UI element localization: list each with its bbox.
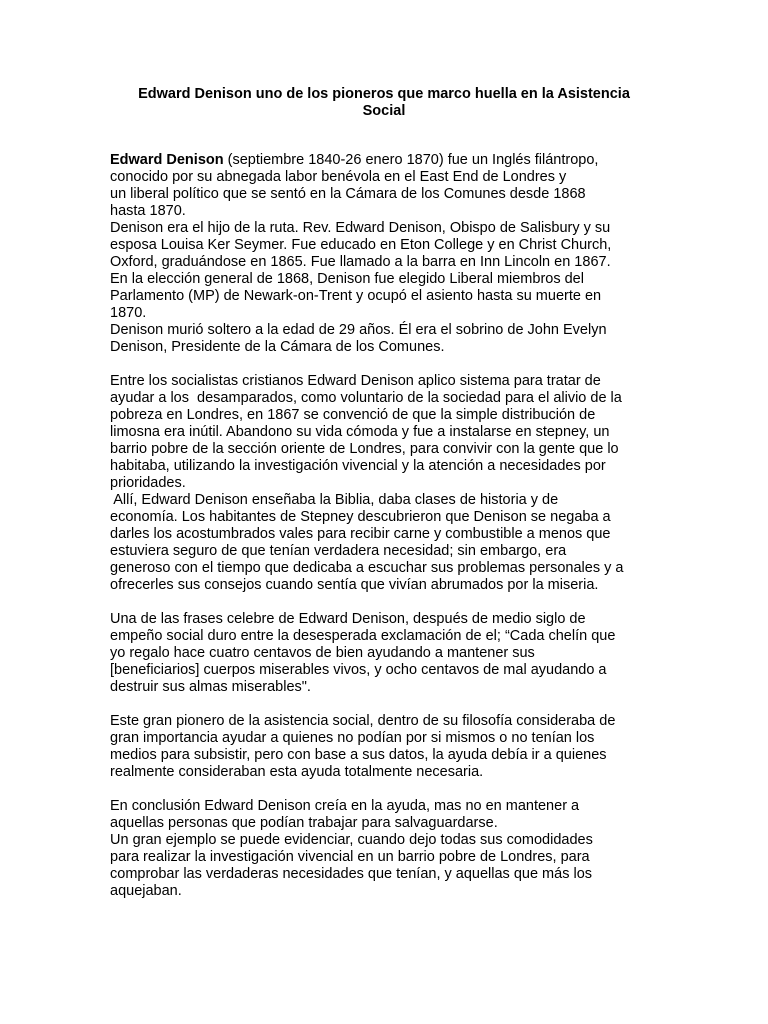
document-body <box>110 152 665 900</box>
paragraph-line: un liberal político que se sentó en la Cámara de los Comunes desde 1868 <box>110 186 586 202</box>
paragraph-line: habitaba, utilizando la investigación vivencial y la atención a necesidades por <box>110 458 606 474</box>
paragraph-line: Denison, Presidente de la Cámara de los Comunes. <box>110 339 445 355</box>
title-line: Social <box>362 103 406 119</box>
paragraph-line: empeño social duro entre la desesperada exclamación de el; “Cada chelín que <box>110 628 616 644</box>
paragraph-biography <box>110 152 665 356</box>
paragraph-line: pobreza en Londres, en 1867 se convenció de que la simple distribución de <box>110 407 596 423</box>
paragraph-line: darles los acostumbrados vales para recibir carne y combustible a menos que <box>110 526 611 542</box>
paragraph-line: comprobar las verdaderas necesidades que tenían, y aquellas que más los <box>110 866 593 882</box>
paragraph-line: yo regalo hace cuatro centavos de bien ayudando a mantener sus <box>110 645 535 661</box>
paragraph-line: prioridades. <box>110 475 186 491</box>
paragraph-stepney <box>110 373 665 594</box>
subject-name: Edward Denison <box>110 152 224 168</box>
paragraph-line: aquejaban. <box>110 883 182 899</box>
paragraph-line: gran importancia ayudar a quienes no podían por si mismos o no tenían los <box>110 730 595 746</box>
paragraph-spacer <box>110 781 665 798</box>
paragraph-line: ayudar a los desamparados, como voluntario de la sociedad para el alivio de la <box>110 390 622 406</box>
paragraph-line: Entre los socialistas cristianos Edward Denison aplico sistema para tratar de <box>110 373 601 389</box>
intro-text: (septiembre 1840-26 enero 1870) fue un Inglés filántropo, <box>223 152 599 168</box>
paragraph-line: estuviera seguro de que tenían verdadera necesidad; sin embargo, era <box>110 543 567 559</box>
paragraph-line: medios para subsistir, pero con base a sus datos, la ayuda debía ir a quienes <box>110 747 607 763</box>
paragraph-line: esposa Louisa Ker Seymer. Fue educado en Eton College y en Christ Church, <box>110 237 612 253</box>
paragraph-line: En la elección general de 1868, Denison fue elegido Liberal miembros del <box>110 271 584 287</box>
document-title <box>100 86 668 120</box>
paragraph-line: aquellas personas que podían trabajar para salvaguardarse. <box>110 815 498 831</box>
paragraph-line: generoso con el tiempo que dedicaba a escuchar sus problemas personales y a <box>110 560 624 576</box>
paragraph-line: [beneficiarios] cuerpos miserables vivos, y ocho centavos de mal ayudando a <box>110 662 607 678</box>
paragraph-line: Allí, Edward Denison enseñaba la Biblia, daba clases de historia y de <box>110 492 559 508</box>
paragraph-line: conocido por su abnegada labor benévola en el East End de Londres y <box>110 169 567 185</box>
paragraph-conclusion <box>110 798 665 900</box>
paragraph-line: Un gran ejemplo se puede evidenciar, cuando dejo todas sus comodidades <box>110 832 593 848</box>
paragraph-line: En conclusión Edward Denison creía en la ayuda, mas no en mantener a <box>110 798 580 814</box>
paragraph-line: Denison era el hijo de la ruta. Rev. Edward Denison, Obispo de Salisbury y su <box>110 220 611 236</box>
paragraph-quote <box>110 611 665 696</box>
paragraph-line: barrio pobre de la sección oriente de Londres, para convivir con la gente que lo <box>110 441 619 457</box>
paragraph-line: Parlamento (MP) de Newark-on-Trent y ocupó el asiento hasta su muerte en <box>110 288 602 304</box>
paragraph-line: ofrecerles sus consejos cuando sentía que vivían abrumados por la miseria. <box>110 577 599 593</box>
paragraph-line: destruir sus almas miserables". <box>110 679 311 695</box>
paragraph-line: limosna era inútil. Abandono su vida cómoda y fue a instalarse en stepney, un <box>110 424 610 440</box>
paragraph-spacer <box>110 356 665 373</box>
paragraph-line: realmente consideraban esta ayuda totalmente necesaria. <box>110 764 484 780</box>
paragraph-line: Oxford, graduándose en 1865. Fue llamado a la barra en Inn Lincoln en 1867. <box>110 254 611 270</box>
paragraph-line: para realizar la investigación vivencial en un barrio pobre de Londres, para <box>110 849 590 865</box>
paragraph-line <box>110 152 665 169</box>
paragraph-philosophy <box>110 713 665 781</box>
paragraph-line: Una de las frases celebre de Edward Denison, después de medio siglo de <box>110 611 586 627</box>
paragraph-spacer <box>110 696 665 713</box>
paragraph-line: Denison murió soltero a la edad de 29 años. Él era el sobrino de John Evelyn <box>110 322 607 338</box>
paragraph-line: Este gran pionero de la asistencia social, dentro de su filosofía consideraba de <box>110 713 616 729</box>
paragraph-spacer <box>110 594 665 611</box>
paragraph-line: economía. Los habitantes de Stepney descubrieron que Denison se negaba a <box>110 509 611 525</box>
title-line: Edward Denison uno de los pioneros que marco huella en la Asistencia <box>138 86 630 102</box>
paragraph-line: 1870. <box>110 305 147 321</box>
paragraph-line: hasta 1870. <box>110 203 186 219</box>
